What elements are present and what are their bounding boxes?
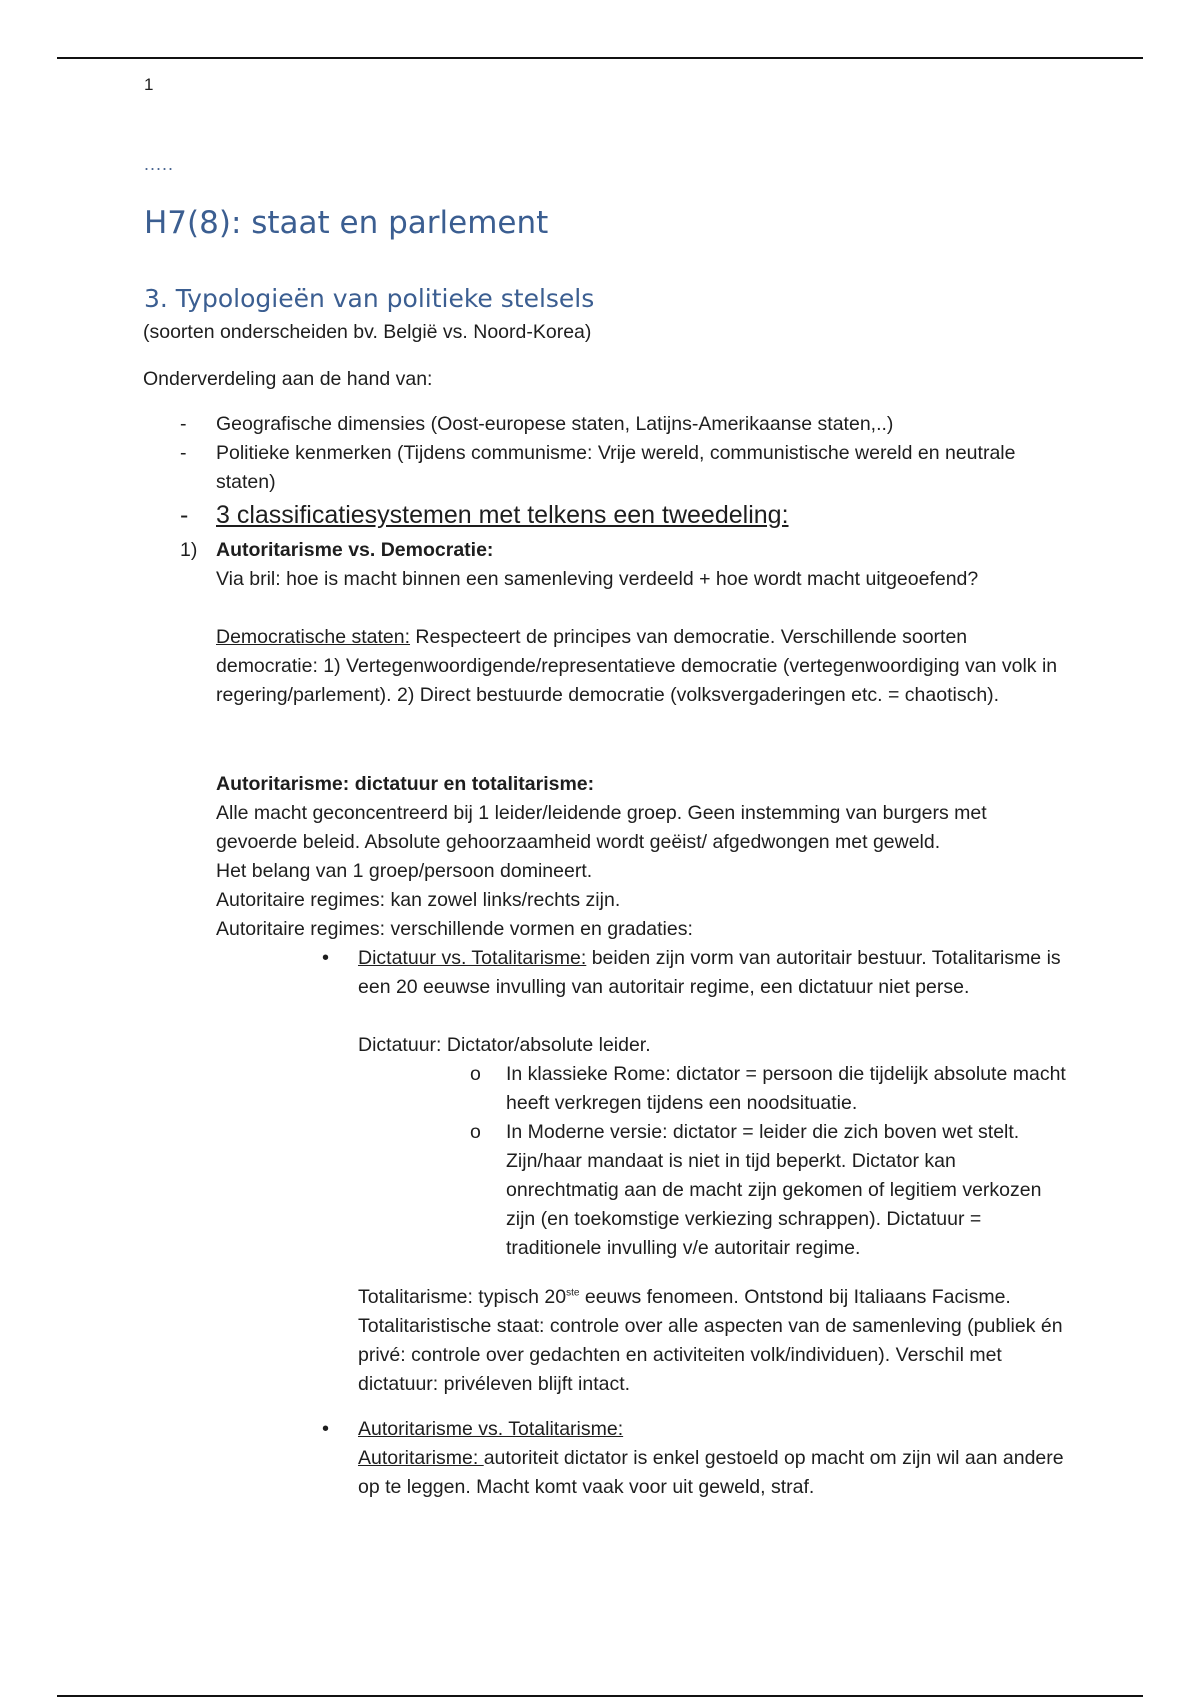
bullet-label: Dictatuur vs. Totalitarisme: — [358, 947, 587, 969]
democratic-paragraph — [216, 623, 1066, 710]
autoritarisme-text: autoriteit dictator is enkel gestoeld op macht om zijn wil aan andere op te leggen. Macht komt vaak voor uit geweld, straf. — [358, 1447, 1064, 1498]
totalitarisme-paragraph — [358, 1283, 1068, 1399]
totalitarisme-sup: ste — [566, 1287, 580, 1299]
auth-heading: Autoritarisme: dictatuur en totalitarisme: — [216, 773, 595, 795]
totalitarisme-pre: Totalitarisme: typisch 20 — [358, 1286, 567, 1308]
auth-line: Autoritaire regimes: kan zowel links/rechts zijn. — [216, 889, 621, 911]
auth-line: Het belang van 1 groep/persoon domineert. — [216, 860, 593, 882]
sub-item-modern: In Moderne versie: dictator = leider die zich boven wet stelt. Zijn/haar mandaat is niet in tijd beperkt. Dictator kan onrechtmatig aan de macht zijn gekomen of legitiem verkozen zijn (en toekomstige verkiezing schrappen). Dictatuur = traditionele invulling v/e autoritair regime. — [506, 1121, 1042, 1259]
sub-item-rome: In klassieke Rome: dictator = persoon die tijdelijk absolute macht heeft verkregen tijdens een noodsituatie. — [506, 1063, 1066, 1114]
dash-marker: - — [180, 442, 187, 464]
democratic-label: Democratische staten: — [216, 626, 411, 648]
bril-text: Via bril: hoe is macht binnen een samenleving verdeeld + hoe wordt macht uitgeoefend? — [216, 568, 979, 590]
bullet-marker: • — [322, 947, 330, 969]
democratic-text: Respecteert de principes van democratie. Verschillende soorten democratie: 1) Vertegenwoordigende/representatieve democratie (vertegenwoordiging van volk in regering/parlement). 2) Direct bestuurde democratie (volksvergaderingen etc. = chaotisch). — [216, 626, 1058, 706]
dash-marker: - — [180, 501, 189, 529]
dash-item-classification: 3 classificatiesystemen met telkens een tweedeling: — [216, 501, 789, 529]
dash-item-political: Politieke kenmerken (Tijdens communisme: Vrije wereld, communistische wereld en neutrale staten) — [216, 442, 1016, 493]
intro-text: Onderverdeling aan de hand van: — [143, 368, 433, 390]
sub-bullet-marker: o — [470, 1063, 481, 1085]
bullet-autoritarisme-totalitarisme: Autoritarisme vs. Totalitarisme: — [358, 1418, 624, 1440]
sub-bullet-marker: o — [470, 1121, 481, 1143]
heading-dots: ..... — [144, 154, 175, 174]
auth-line: Alle macht geconcentreerd bij 1 leider/leidende groep. Geen instemming van burgers met gevoerde beleid. Absolute gehoorzaamheid wordt geëist/ afgedwongen met geweld. — [216, 802, 987, 853]
totalitarisme-post: eeuws fenomeen. Ontstond bij Italiaans Facisme. Totalitaristische staat: controle over alle aspecten van de samenleving (publiek én privé: controle over gedachten en activiteiten volk/individuen). Verschil met dictatuur: privéleven blijft intact. — [358, 1286, 1063, 1395]
dictatuur-line: Dictatuur: Dictator/absolute leider. — [358, 1034, 651, 1056]
auth-line: Autoritaire regimes: verschillende vormen en gradaties: — [216, 918, 693, 940]
autoritarisme-label: Autoritarisme: — [358, 1447, 484, 1469]
autoritarisme-paragraph — [358, 1444, 1068, 1502]
bullet-marker: • — [322, 1418, 330, 1440]
numbered-marker: 1) — [180, 539, 198, 561]
bullet-text: beiden zijn vorm van autoritair bestuur. Totalitarisme is een 20 eeuwse invulling van autoritair regime, een dictatuur niet perse. — [358, 947, 1061, 998]
numbered-heading: Autoritarisme vs. Democratie: — [216, 539, 494, 561]
dash-item-geography: Geografische dimensies (Oost-europese staten, Latijns-Amerikaanse staten,..) — [216, 413, 894, 435]
section-heading: 3. Typologieën van politieke stelsels — [144, 284, 595, 313]
page-number: 1 — [144, 75, 154, 94]
page-title: H7(8): staat en parlement — [144, 205, 549, 241]
dash-marker: - — [180, 413, 187, 435]
footer-rule — [57, 1695, 1143, 1697]
header-rule — [57, 57, 1143, 59]
section-subtitle: (soorten onderscheiden bv. België vs. Noord-Korea) — [143, 321, 592, 343]
bullet-dictatuur-totalitarisme — [358, 944, 1068, 1002]
